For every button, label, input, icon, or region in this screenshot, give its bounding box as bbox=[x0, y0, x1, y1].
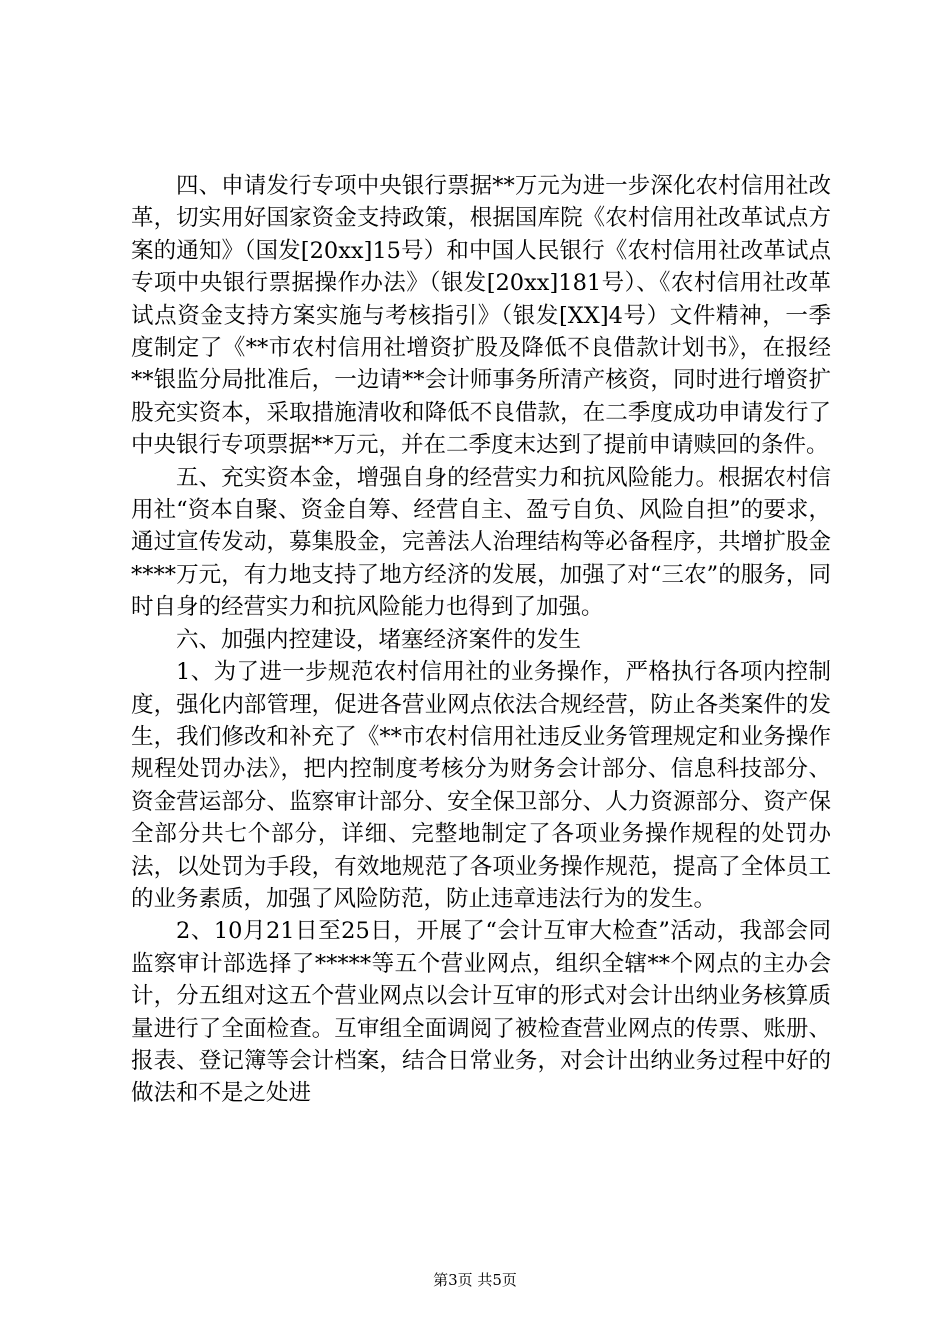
document-body bbox=[131, 170, 831, 1110]
paragraph-section-5: 五、充实资本金，增强自身的经营实力和抗风险能力。根据农村信用社“资本自聚、资金自筹、经营自主、盈亏自负、风险自担”的要求，通过宣传发动，募集股金，完善法人治理结构等必备程序，共增扩股金****万元，有力地支持了地方经济的发展，加强了对“三农”的服务，同时自身的经营实力和抗风险能力也得到了加强。 bbox=[131, 464, 831, 621]
paragraph-item-2: 2、10月21日至25日，开展了“会计互审大检查”活动，我部会同监察审计部选择了*****等五个营业网点，组织全辖**个网点的主办会计，分五组对这五个营业网点以会计互审的形式对会计出纳业务核算质量进行了全面检查。互审组全面调阅了被检查营业网点的传票、账册、报表、登记簿等会计档案，结合日常业务，对会计出纳业务过程中好的做法和不是之处进 bbox=[131, 918, 831, 1107]
page-number-footer: 第3页 共5页 bbox=[433, 1271, 517, 1289]
paragraph-section-6-heading: 六、加强内控建设，堵塞经济案件的发生 bbox=[176, 626, 582, 653]
paragraph-item-1: 1、为了进一步规范农村信用社的业务操作，严格执行各项内控制度，强化内部管理，促进各营业网点依法合规经营，防止各类案件的发生，我们修改和补充了《**市农村信用社违反业务管理规定和业务操作规程处罚办法》，把内控制度考核分为财务会计部分、信息科技部分、资金营运部分、监察审计部分、安全保卫部分、人力资源部分、资产保全部分共七个部分，详细、完整地制定了各项业务操作规程的处罚办法，以处罚为手段，有效地规范了各项业务操作规范，提高了全体员工的业务素质，加强了风险防范，防止违章违法行为的发生。 bbox=[131, 659, 831, 912]
paragraph-section-4: 四、申请发行专项中央银行票据**万元为进一步深化农村信用社改革，切实用好国家资金支持政策，根据国库院《农村信用社改革试点方案的通知》（国发[20xx]15号）和中国人民银行《农村信用社改革试点专项中央银行票据操作办法》（银发[20xx]181号）、《农村信用社改革试点资金支持方案实施与考核指引》（银发[XX]4号）文件精神，一季度制定了《**市农村信用社增资扩股及降低不良借款计划书》，在报经**银监分局批准后，一边请**会计师事务所清产核资，同时进行增资扩股充实资本，采取措施清收和降低不良借款，在二季度成功申请发行了中央银行专项票据**万元，并在二季度末达到了提前申请赎回的条件。 bbox=[131, 173, 831, 459]
